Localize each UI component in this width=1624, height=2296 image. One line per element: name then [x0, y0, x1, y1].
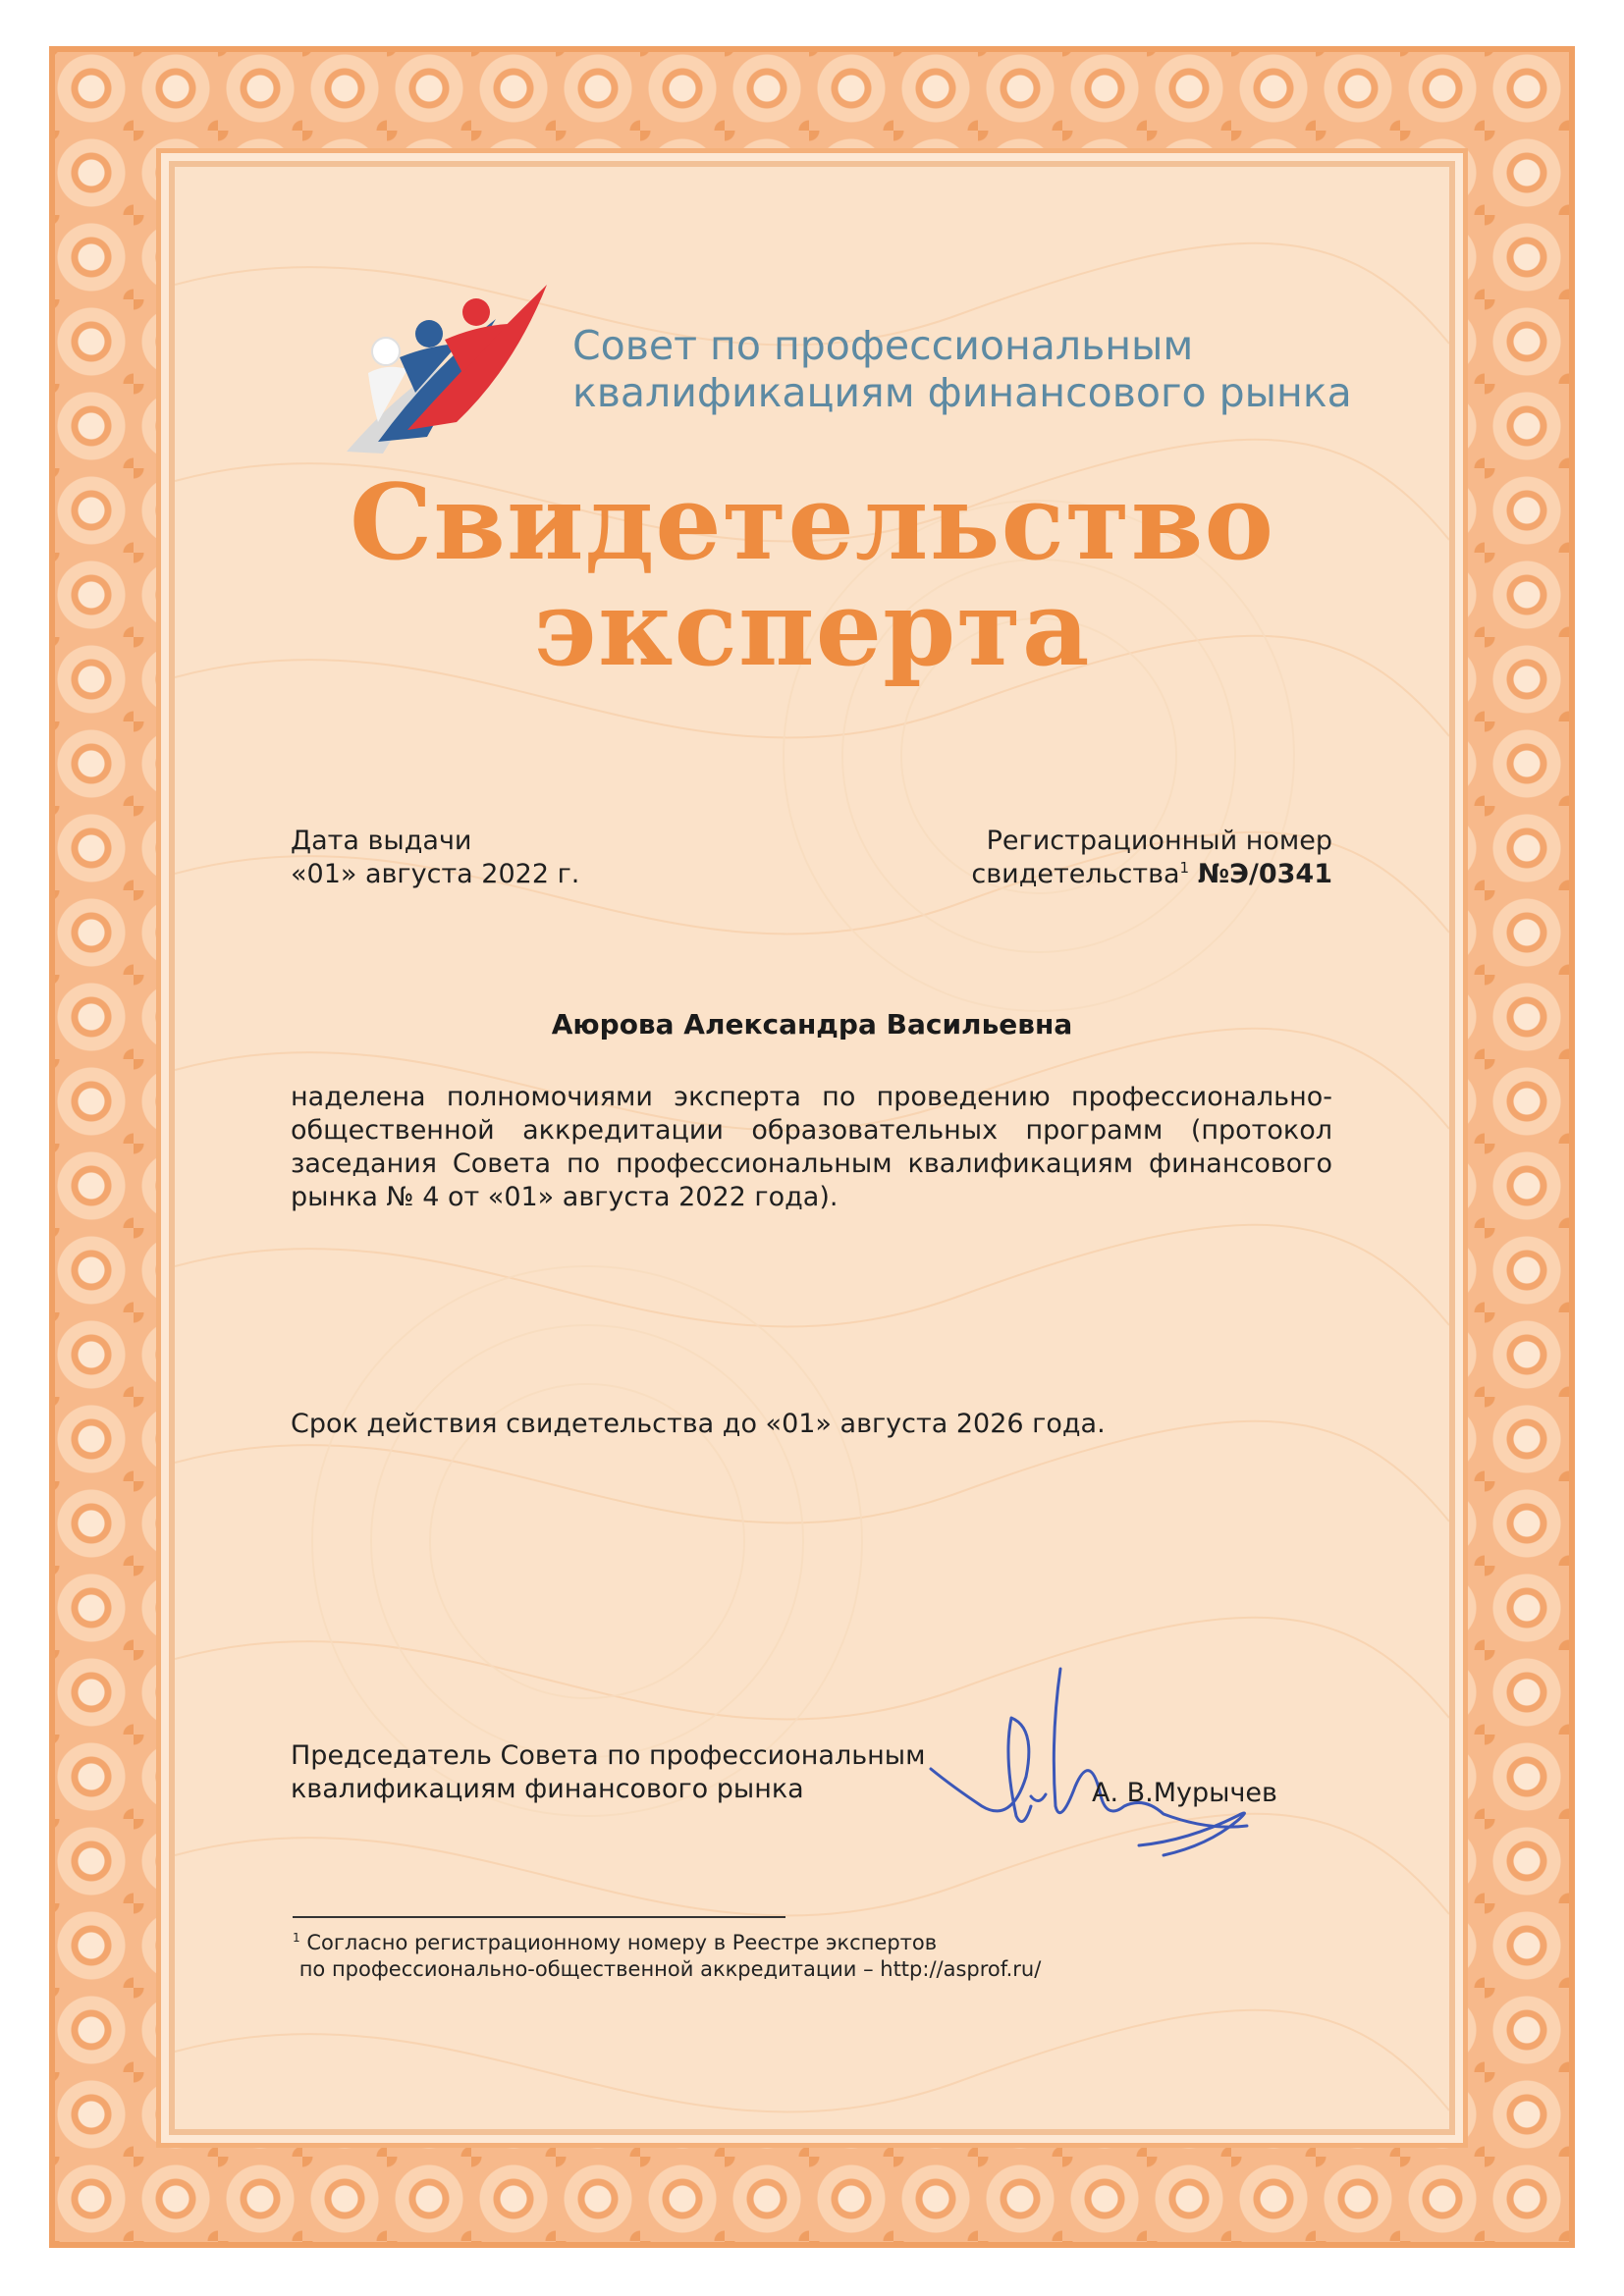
registration-label: Регистрационный номер	[986, 826, 1332, 856]
signatory-position	[291, 1739, 939, 1806]
footnote-mark: 1	[293, 1931, 300, 1945]
signatory-position-line1: Председатель Совета по профессиональным	[291, 1740, 926, 1771]
footnote-text-2: по профессионально-общественной аккредитации – http://asprof.ru/	[298, 1957, 1042, 1981]
registration-number: №Э/0341	[1197, 859, 1332, 889]
footnote-text-1: Согласно регистрационному номеру в Реестре экспертов	[306, 1931, 938, 1954]
organization-logo	[339, 275, 555, 461]
issue-date-label: Дата выдачи	[291, 826, 472, 856]
certificate-title	[0, 460, 1624, 689]
signatory-position-line2: квалификациям финансового рынка	[291, 1774, 804, 1804]
issue-date-block	[291, 825, 782, 891]
handwritten-signature	[913, 1659, 1276, 1875]
footnote-line2	[293, 1956, 1176, 1983]
signatory-name: А. В.Мурычев	[1092, 1778, 1277, 1808]
organization-name	[572, 322, 1352, 416]
certificate-title-line2: эксперта	[533, 566, 1091, 689]
organization-name-line1: Совет по профессиональным	[572, 322, 1194, 369]
registration-label-2: свидетельства	[971, 859, 1180, 889]
validity-text: Срок действия свидетельства до «01» августа 2026 года.	[291, 1409, 1106, 1439]
recipient-name: Аюрова Александра Васильевна	[551, 1008, 1073, 1041]
issue-date-value: «01» августа 2022 г.	[291, 859, 580, 889]
organization-name-line2: квалификациям финансового рынка	[572, 369, 1352, 416]
registration-block	[884, 825, 1332, 891]
footnote	[293, 1930, 1176, 1983]
authority-text: наделена полномочиями эксперта по проведению профессионально-общественной аккредитации образовательных программ (протокол заседания Совета по профессиональным квалификациям финансового рынка № 4 от «01» августа 2022 года).	[291, 1082, 1332, 1212]
certificate-title-line1: Свидетельство	[349, 460, 1275, 583]
registration-number-line	[884, 858, 1332, 891]
footnote-reference: 1	[1179, 859, 1190, 877]
footnote-line1	[293, 1930, 1176, 1956]
footnote-divider	[293, 1916, 785, 1918]
